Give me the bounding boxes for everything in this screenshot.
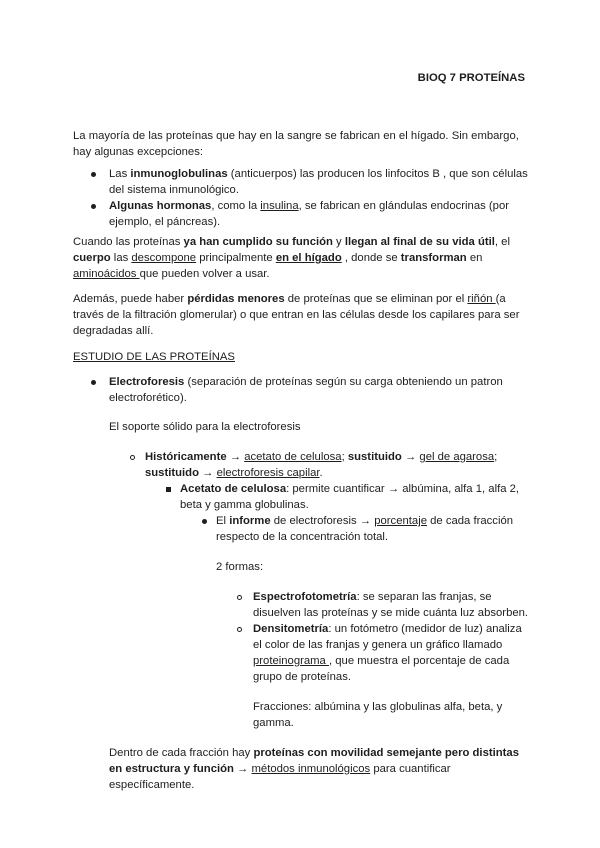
doc-header: BIOQ 7 PROTEÍNAS xyxy=(417,72,525,84)
intro-text: La mayoría de las proteínas que hay en la sangre se fabrican en el hígado. Sin embargo, hay algunas excepciones: xyxy=(73,130,519,158)
bullet-circle-icon xyxy=(237,595,242,600)
list-item: El informe de electroforesis → porcentaje de cada fracción respecto de la concentración total. xyxy=(73,513,533,545)
list-item: Densitometría: un fotómetro (medidor de luz) analiza el color de las franjas y genera un gráfico llamado proteinograma , que muestra el porcentaje de cada grupo de proteínas. xyxy=(73,621,533,685)
bullet-disc-icon xyxy=(202,519,207,524)
intro-paragraph xyxy=(73,128,528,160)
soporte-text: El soporte sólido para la electroforesis xyxy=(109,421,301,433)
bullet-disc-icon xyxy=(91,172,96,177)
list-item: Electroforesis (separación de proteínas según su carga obteniendo un patron electroforético). xyxy=(73,374,533,406)
bullet-disc-icon xyxy=(91,380,96,385)
paragraph-degradation: Cuando las proteínas ya han cumplido su función y llegan al final de su vida útil, el cuerpo las descompone principalmente en el hígado , donde se transforman en aminoácidos que pueden volver a usar. xyxy=(73,236,510,280)
list-item: Algunas hormonas, como la insulina, se fabrican en glándulas endocrinas (por ejemplo, el páncreas). xyxy=(73,198,528,230)
fracciones-text: Fracciones: albúmina y las globulinas alfa, beta, y gamma. xyxy=(253,701,503,729)
list-item: Las inmunoglobulinas (anticuerpos) las producen los linfocitos B , que son células del sistema inmunológico. xyxy=(73,166,528,198)
bullet-disc-icon xyxy=(91,204,96,209)
electro-section xyxy=(73,374,533,793)
bullet-square-icon xyxy=(166,487,171,492)
final-paragraph: Dentro de cada fracción hay proteínas con movilidad semejante pero distintas en estructura y función → métodos inmunológicos para cuantificar específicamente. xyxy=(109,747,519,791)
exceptions-list xyxy=(73,166,528,230)
section-title: ESTUDIO DE LAS PROTEÍNAS xyxy=(73,351,235,363)
list-item: Acetato de celulosa: permite cuantificar → albúmina, alfa 1, alfa 2, beta y gamma globulinas. xyxy=(73,481,533,513)
list-item: Espectrofotometría: se separan las franjas, se disuelven las proteínas y se mide cuánta luz absorben. xyxy=(73,589,533,621)
bullet-circle-icon xyxy=(237,627,242,632)
formas-text: 2 formas: xyxy=(216,561,264,573)
bullet-circle-icon xyxy=(130,455,135,460)
paragraph-losses: Además, puede haber pérdidas menores de proteínas que se eliminan por el riñón (a través de la filtración glomerular) o que entran en las células desde los capilares para ser degradadas allí. xyxy=(73,293,520,337)
list-item: Históricamente → acetato de celulosa; sustituido → gel de agarosa; sustituido → electroforesis capilar. xyxy=(73,449,533,481)
